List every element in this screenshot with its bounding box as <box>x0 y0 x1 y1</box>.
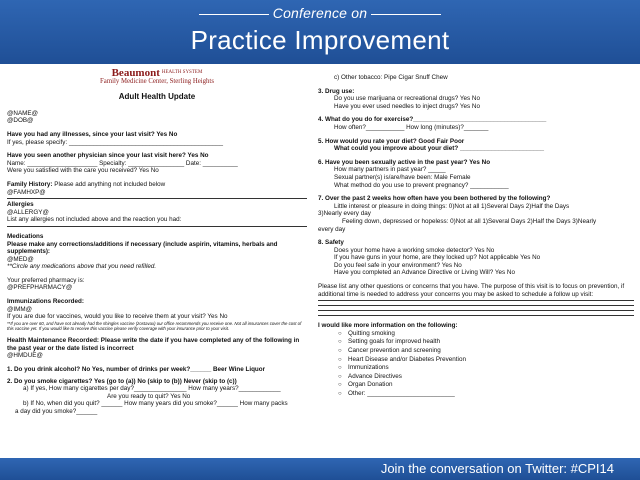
option-quitting-smoking[interactable]: ○ Quitting smoking <box>338 330 634 339</box>
pharmacy-label: Your preferred pharmacy is: <box>7 276 85 284</box>
concerns-line-1[interactable] <box>318 298 634 301</box>
twitter-hashtag-text: Join the conversation on Twitter: #CPI14 <box>380 461 614 476</box>
health-maintenance-heading: Health Maintenance Recorded: Please write the date if you have completed any of the following in the past year or the date listed is incorrect <box>7 337 300 352</box>
family-history-line[interactable] <box>7 196 307 199</box>
concerns-line-4[interactable] <box>318 313 634 316</box>
option-organ-donation[interactable]: ○ Organ Donation <box>338 381 634 390</box>
question-diet: 5. How would you rate your diet? Good Fair Poor <box>318 137 465 145</box>
question-smoking-b[interactable]: b) If No, when did you quit? ______ How many years did you smoke?______ How many packs <box>23 400 288 408</box>
health-form-page <box>0 64 640 458</box>
question-mood-b: Feeling down, depressed or hopeless: 0)Not at all 1)Several Days 2)Half the Days 3)Nearly <box>342 217 597 225</box>
question-drug-use-a: Do you use marijuana or recreational drugs? Yes No <box>334 95 480 103</box>
allergy-note: List any allergies not included above and the reaction you had: <box>7 216 182 224</box>
option-immunizations[interactable]: ○ Immunizations <box>338 364 634 373</box>
question-safety-c: Do you feel safe in your environment? Yes No <box>334 261 462 269</box>
question-smoking-a-quit: Are you ready to quit? Yes No <box>107 392 191 400</box>
allergies-heading: Allergies <box>7 201 34 209</box>
illness-specify[interactable]: If yes, please specify: ____________________________________________ <box>7 138 224 146</box>
twitter-footer <box>0 458 640 480</box>
famhx-field: @FAMHXP@ <box>7 188 46 196</box>
question-alcohol <box>7 366 307 374</box>
question-safety-d: Have you completed an Advance Directive or Living Will? Yes No <box>334 269 515 277</box>
dob-field: @DOB@ <box>7 117 34 125</box>
name-field: @NAME@ <box>7 109 38 117</box>
question-drug-use: 3. Drug use: <box>318 87 355 95</box>
concerns-line-3[interactable] <box>318 308 634 311</box>
imm-due-question: If you are due for vaccines, would you like to receive them at your visit? Yes No <box>7 313 228 321</box>
medications-heading: Medications <box>7 232 44 240</box>
physician-satisfied: Were you satisfied with the care you received? Yes No <box>7 167 159 175</box>
banner-subtitle-text: Conference on <box>272 5 368 21</box>
question-safety: 8. Safety <box>318 239 344 247</box>
conference-banner <box>0 0 640 64</box>
beaumont-logo <box>7 67 307 85</box>
family-history-label: Family History: <box>7 180 53 188</box>
banner-subtitle <box>0 5 640 21</box>
concerns-line-2[interactable] <box>318 303 634 306</box>
form-title: Adult Health Update <box>118 92 196 102</box>
logo-brand: Beaumont <box>111 67 160 79</box>
medications-circle-note: **Circle any medications above that you need refilled. <box>7 263 157 271</box>
question-safety-b: If you have guns in your home, are they locked up? Not applicable Yes No <box>334 254 541 262</box>
option-cancer-prevention[interactable]: ○ Cancer prevention and screening <box>338 347 634 356</box>
question-mood: 7. Over the past 2 weeks how often have you been bothered by the following? <box>318 195 551 203</box>
question-exercise[interactable]: 4. What do you do for exercise?______________________________________ <box>318 116 547 124</box>
question-mood-a-cont: 3)Nearly every day <box>318 210 371 218</box>
allergy-field: @ALLERGY@ <box>7 208 49 216</box>
allergy-line[interactable] <box>7 224 307 227</box>
physician-question: Have you seen another physician since your last visit here? Yes No <box>7 152 209 160</box>
logo-center-name: Family Medicine Center, Sterling Heights <box>100 77 214 85</box>
option-other[interactable]: ○ Other: _________________________ <box>338 390 634 399</box>
logo-brand-small: HEALTH SYSTEM <box>161 70 203 75</box>
med-field: @MED@ <box>7 255 34 263</box>
option-heart-diabetes[interactable]: ○ Heart Disease and/or Diabetes Prevention <box>338 356 634 365</box>
question-mood-a: Little interest or pleasure in doing things: 0)Not at all 1)Several Days 2)Half the Days <box>334 202 570 210</box>
question-sexual-activity: 6. Have you been sexually active in the past year? Yes No <box>318 158 491 166</box>
family-history-row <box>7 181 307 189</box>
question-sexual-c[interactable]: What method do you use to prevent pregnancy? ___________ <box>334 181 509 189</box>
question-smoking-text: 2. Do you smoke cigarettes? Yes (go to (a)) No (skip to (b)) Never (skip to (c)) <box>7 377 237 385</box>
illness-specify-label: If yes, please specify: <box>7 138 68 146</box>
more-info-heading: I would like more information on the following: <box>318 322 458 330</box>
form-left-column <box>7 64 307 416</box>
more-info-options <box>318 330 634 399</box>
question-sexual-b: Sexual partner(s) is/are/have been: Male Female <box>334 173 471 181</box>
banner-title: Practice Improvement <box>190 25 450 55</box>
question-smoking <box>7 378 307 386</box>
option-advance-directives[interactable]: ○ Advance Directives <box>338 373 634 382</box>
concerns-prompt: Please list any other questions or concerns that you have. The purpose of this visit is to focus on prevention, if additional time is needed to address your concerns you may be asked to schedule a follow up visit: <box>318 283 625 298</box>
medications-instructions: Please make any corrections/additions if necessary (include aspirin, vitamins, herbals and supplements): <box>7 240 278 256</box>
physician-details[interactable]: Name: ____________________ Specialty: ________________ Date: __________ <box>7 159 238 167</box>
question-smoking-a[interactable]: a) If yes, How many cigarettes per day?_______________ How many years?____________ <box>23 385 281 393</box>
question-smoking-b-packs[interactable]: a day did you smoke?______ <box>15 408 98 415</box>
question-alcohol-text: 1. Do you drink alcohol? No Yes, number of drinks per week?______ Beer Wine Liquor <box>7 366 266 374</box>
family-history-note: Please add anything not included below <box>54 180 166 188</box>
question-sexual-a[interactable]: How many partners in past year? _____ <box>334 166 446 174</box>
immunizations-heading: Immunizations Recorded: <box>7 298 84 306</box>
pharmacy-field: @PREFPHARMACY@ <box>7 284 73 292</box>
question-drug-use-b: Have you ever used needles to inject drugs? Yes No <box>334 102 480 110</box>
question-diet-a[interactable]: What could you improve about your diet? ________________________ <box>334 145 544 153</box>
shingles-note: **If you are over 60, and have not already had the shingles vaccine (zostavax) our office recommends you receive one. Not all insurances cover the cost of this vaccine yet. If you would like to receive this vaccine please verify coverage with your insurance prior to your visit. <box>7 320 302 332</box>
question-exercise-a[interactable]: How often?___________ How long (minutes)?_______ <box>334 123 489 131</box>
hmdue-field: @HMDUE@ <box>7 352 43 360</box>
option-setting-goals[interactable]: ○ Setting goals for improved health <box>338 338 634 347</box>
imm-field: @IMM@ <box>7 305 33 313</box>
question-other-tobacco: c) Other tobacco: Pipe Cigar Snuff Chew <box>334 74 448 81</box>
illness-question: Have you had any illnesses, since your last visit? Yes No <box>7 130 178 138</box>
form-right-column <box>318 64 634 399</box>
question-safety-a: Does your home have a working smoke detector? Yes No <box>334 246 495 254</box>
question-mood-b-cont: every day <box>318 225 346 233</box>
